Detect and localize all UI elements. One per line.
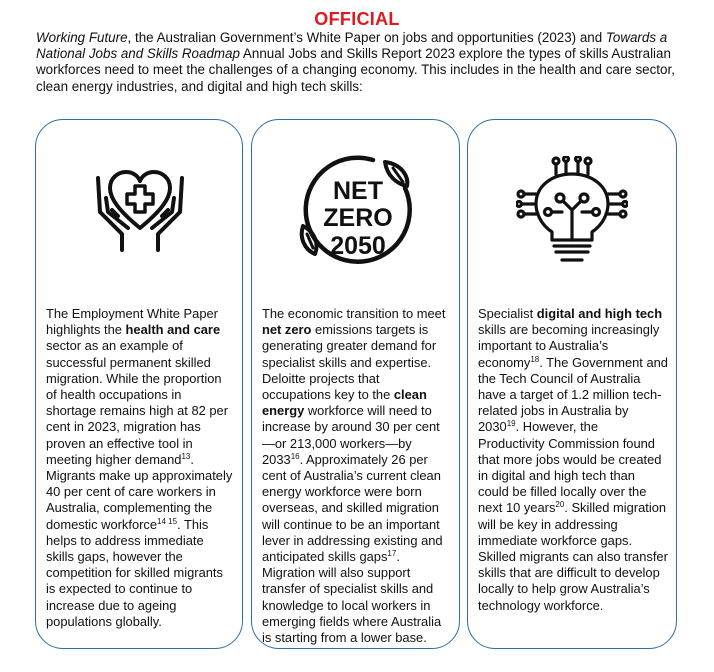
intro-title-working-future: Working Future: [36, 30, 128, 45]
card-health-text: The Employment White Paper highlights the health and care sector as an example of successful permanent skilled migration. While the proportion of health occupations in shortage remains high at 82 per cent in 2023, migration has proven an effective tool in meeting higher demand$^{13}$. Migrants make up approximately 40 per cent of care workers in Australia, complementing the domestic workforce$^{14 15}$. This helps to address immediate skills gaps, however the competition for skilled migrants is expected to continue to increase due to ageing populations globally.: [46, 306, 233, 629]
intro-paragraph: Working Future, the Australian Government’s White Paper on jobs and opportunities (2023) and Towards a National Jobs and Skills Roadmap Annual Jobs and Skills Report 2023 explore the types of skills Australian workforces need to meet the challenges of a changing economy. This includes in the health and care sector, clean energy industries, and digital and high tech skills:: [36, 30, 675, 94]
card-health: [35, 119, 243, 649]
card-clean-energy: [251, 119, 460, 649]
heart-cross-hands-icon: [88, 158, 192, 254]
lightbulb-circuit-icon: [516, 156, 628, 268]
net-zero-2050-icon: [293, 146, 423, 276]
intro-title-roadmap: Towards a National Jobs and Skills Roadmap: [36, 30, 668, 62]
net-zero-line3: 2050: [330, 232, 386, 260]
card-digital-tech: [467, 119, 677, 649]
classification-banner: OFFICIAL: [314, 9, 400, 29]
net-zero-line2: ZERO: [323, 204, 393, 232]
card-clean-energy-text: The economic transition to meet net zero emissions targets is generating greater demand for specialist skills and expertise. Deloitte projects that occupations key to the clean energy workforce will need to increase by around 30 per cent—or 213,000 workers—by 2033$^{16}$. Approximately 26 per cent of Australia’s current clean energy workforce were born overseas, and skilled migration will continue to be an important lever in addressing existing and anticipated skills gaps$^{17}$. Migration will also support transfer of specialist skills and knowledge to local workers in emerging fields where Australia is starting from a lower base.: [262, 306, 446, 646]
card-digital-tech-text: Specialist digital and high tech skills are becoming increasingly important to Australia’s economy$^{18}$. The Government and the Tech Council of Australia have a target of 1.2 million tech-related jobs in Australia by 2030$^{19}$. However, the Productivity Commission found that more jobs would be created in digital and high tech than could be filled locally over the next 10 years$^{20}$. Skilled migration will be key in addressing immediate workforce gaps. Skilled migrants can also transfer skills that are difficult to develop locally to help grow Australia’s technology workforce.: [478, 306, 668, 613]
net-zero-line1: NET: [333, 177, 383, 205]
